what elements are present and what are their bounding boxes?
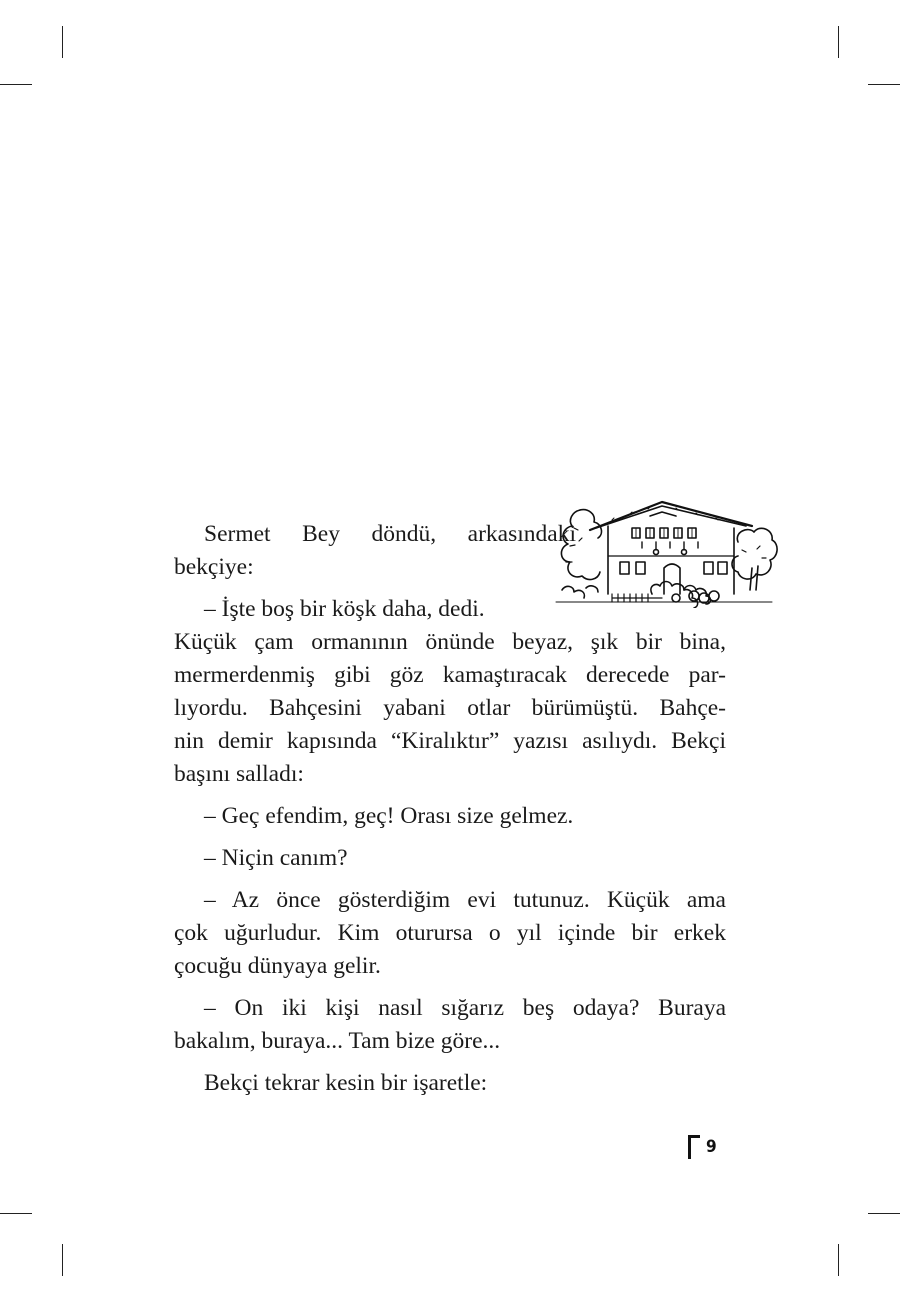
crop-mark-bottom-left <box>62 1244 63 1276</box>
paragraph <box>174 800 726 833</box>
folio-bar <box>688 1135 691 1159</box>
text-line: – Niçin canım? <box>204 845 348 871</box>
crop-mark-bottom-left-h <box>0 1213 32 1214</box>
crop-mark-bottom-right-h <box>868 1213 900 1214</box>
page-number <box>688 1135 724 1161</box>
page-number-label: 9 <box>706 1137 717 1157</box>
text-line: lıyordu. Bahçesini yabani otlar bürümüştü. Bahçe- <box>174 695 726 721</box>
text-line: nin demir kapısında “Kiralıktır” yazısı asılıydı. Bekçi <box>174 728 726 754</box>
crop-mark-top-right-h <box>868 84 900 85</box>
text-line: – On iki kişi nasıl sığarız beş odaya? Buraya <box>204 995 726 1021</box>
text-line: çocuğu dünyaya gelir. <box>174 953 381 979</box>
paragraph <box>174 992 726 1058</box>
crop-mark-top-right <box>838 26 839 58</box>
text-line: Bekçi tekrar kesin bir işaretle: <box>204 1070 488 1096</box>
paragraph <box>174 842 726 875</box>
folio-bar-top <box>688 1135 700 1138</box>
text-line: Küçük çam ormanının önünde beyaz, şık bir bina, <box>174 629 726 655</box>
crop-mark-bottom-right <box>838 1244 839 1276</box>
text-line: Sermet Bey döndü, arkasındaki <box>204 521 576 547</box>
text-line: – Az önce gösterdiğim evi tutunuz. Küçük ama <box>204 887 726 913</box>
text-line: bekçiye: <box>174 554 254 580</box>
crop-mark-top-left <box>62 26 63 58</box>
text-line: – İşte boş bir köşk daha, dedi. <box>204 596 485 622</box>
body-text <box>174 518 726 1100</box>
text-line: mermerdenmiş gibi göz kamaştıracak derecede par- <box>174 662 726 688</box>
paragraph <box>174 884 726 983</box>
paragraph <box>174 518 726 584</box>
crop-mark-top-left-h <box>0 84 32 85</box>
paragraph <box>174 593 726 791</box>
text-line: çok uğurludur. Kim oturursa o yıl içinde bir erkek <box>174 920 726 946</box>
text-line: başını salladı: <box>174 761 304 787</box>
paragraph <box>174 1067 726 1100</box>
text-line: bakalım, buraya... Tam bize göre... <box>174 1028 501 1054</box>
text-line: – Geç efendim, geç! Orası size gelmez. <box>204 803 574 829</box>
